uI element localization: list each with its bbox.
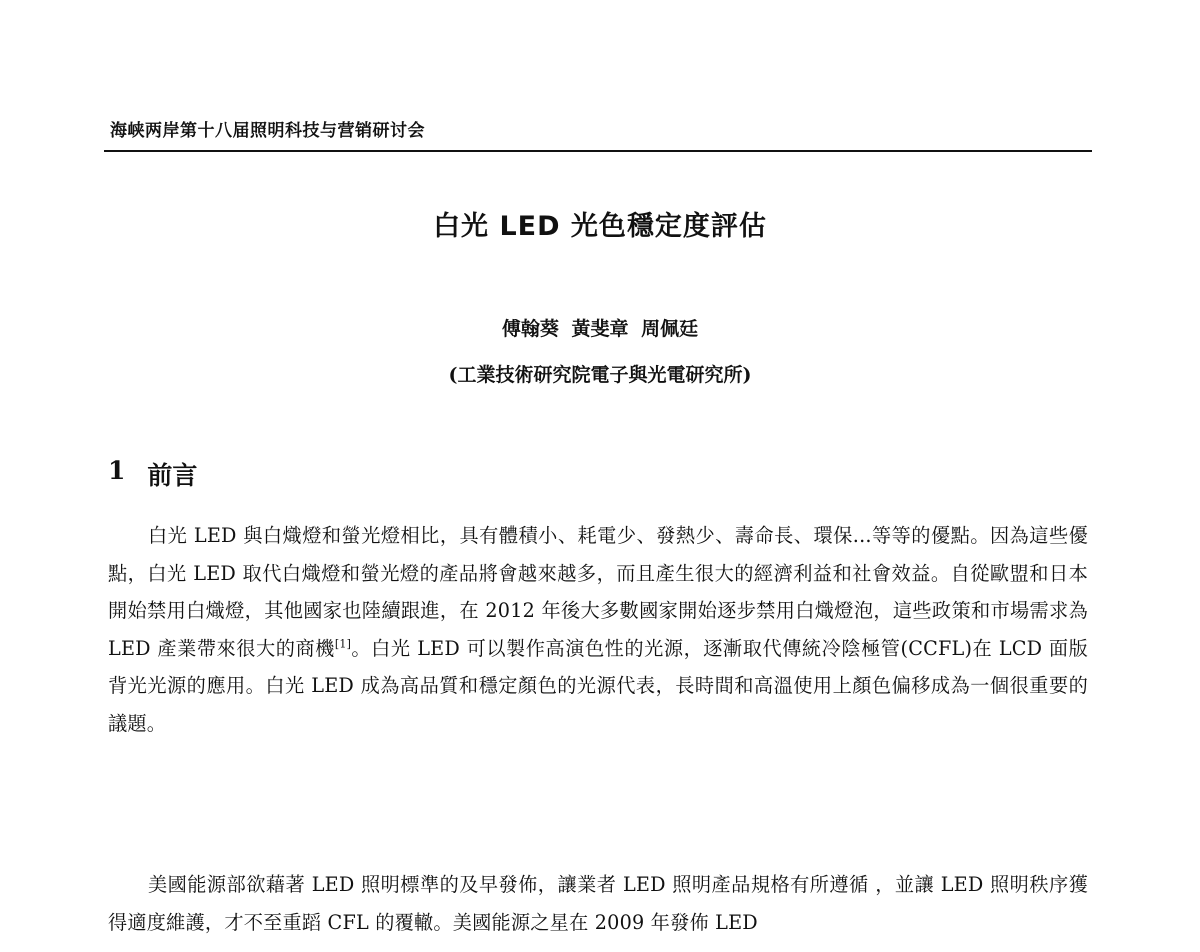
section-title: 前言 bbox=[147, 461, 198, 490]
paragraph-text: 白光 LED 與白熾燈和螢光燈相比，具有體積小、耗電少、發熱少、壽命長、環保...等等的優點。因為這些優點，白光 LED 取代白熾燈和螢光燈的產品將會越來越多，而且產生很大的經濟利益和社會效益。自從歐盟和日本開始禁用白熾燈，其他國家也陸續跟進，在 2012 年後大多數國家開始逐步禁用白熾燈泡，這些政策和市場需求為 LED 產業帶來很大的商機 bbox=[108, 524, 1088, 660]
paper-title: 白光 LED 光色穩定度評估 bbox=[433, 211, 767, 242]
citation-ref: [1] bbox=[334, 637, 352, 651]
paragraph-text-continued: 。白光 LED 可以製作高演色性的光源，逐漸取代傳統冷陰極管(CCFL)在 LCD 面版背光光源的應用。白光 LED 成為高品質和穩定顏色的光源代表，長時間和高溫使用上顏色偏移成為一個很重要的議題。 bbox=[108, 636, 1088, 735]
section-number: 1 bbox=[108, 456, 126, 485]
affiliation: (工業技術研究院電子與光電研究所) bbox=[448, 364, 752, 386]
author-list: 傅翰葵 黃斐章 周佩廷 bbox=[501, 318, 699, 340]
body-paragraph-1 bbox=[108, 517, 1088, 742]
section-heading bbox=[108, 456, 197, 492]
running-header: 海峡两岸第十八届照明科技与营销研讨会 bbox=[110, 121, 425, 141]
body-paragraph-2: 美國能源部欲藉著 LED 照明標準的及早發佈，讓業者 LED 照明產品規格有所遵循 ，並讓 LED 照明秩序獲得適度維護，才不至重蹈 CFL 的覆轍。美國能源之星在 2009 年發佈 LED bbox=[108, 873, 1088, 934]
header-rule bbox=[104, 150, 1092, 152]
